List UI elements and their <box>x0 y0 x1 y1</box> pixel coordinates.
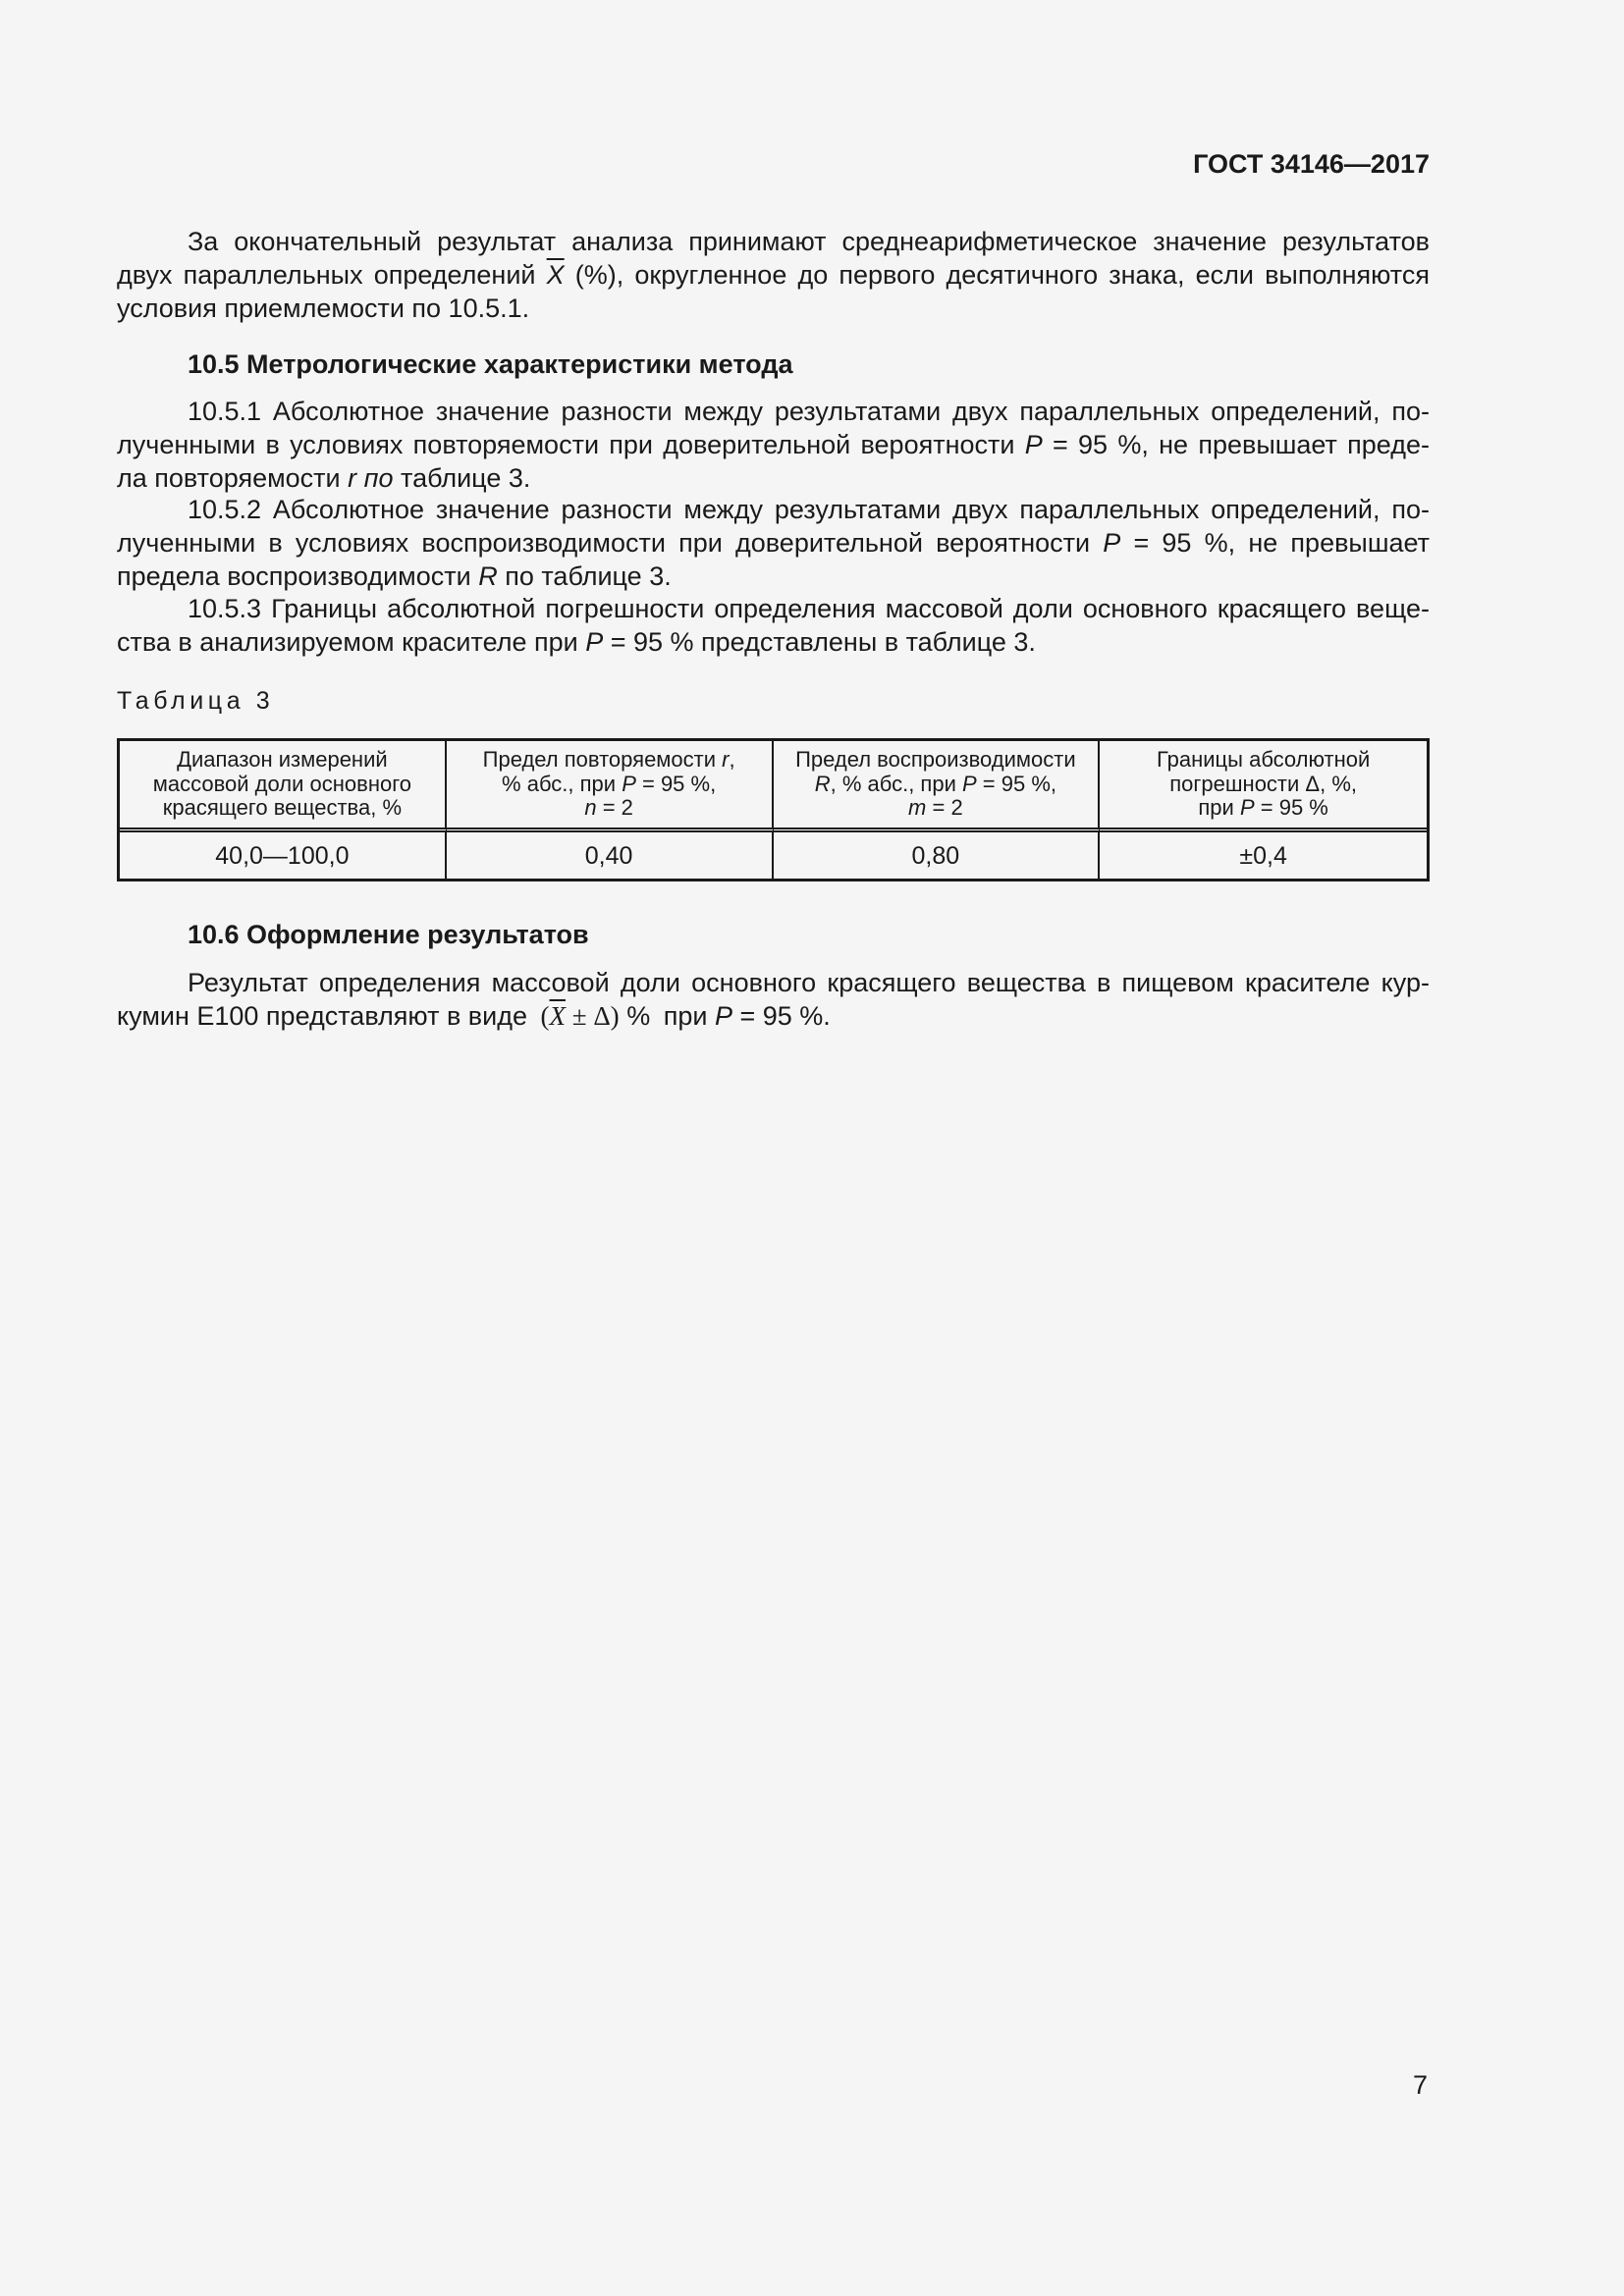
text-run: = 95 %. <box>731 1001 831 1031</box>
text-run: лученными в условиях повторяемости при доверительной вероятности <box>117 430 1025 459</box>
text-run: ла повторяемости <box>117 463 349 493</box>
section-heading-10-6: 10.6 Оформление результатов <box>188 920 589 949</box>
text-run: За окончательный результат анализа принимают среднеарифметическое значение результатов <box>188 227 1430 256</box>
column-header-measurement-range <box>120 741 447 832</box>
text-run: Предел воспроизводимости <box>795 747 1076 773</box>
table-caption: Таблица 3 <box>117 687 275 715</box>
symbol-m: m <box>908 795 927 821</box>
mean-value-symbol: $\overline{X}$ <box>549 1001 566 1031</box>
text-line <box>117 258 1430 292</box>
text-run: таблице 3. <box>393 463 531 493</box>
header-line <box>163 796 402 821</box>
mean-value-symbol: $\overline{X}$ <box>546 260 565 290</box>
formula-plus-minus-delta: ± Δ) <box>566 1001 620 1031</box>
header-line <box>502 773 716 797</box>
section-heading-10-5: 10.5 Метрологические характеристики метода <box>188 349 793 379</box>
header-line <box>483 748 735 773</box>
text-line <box>117 395 1430 428</box>
text-run: лученными в условиях воспроизводимости при доверительной вероятности <box>117 528 1104 558</box>
text-run: = 95 % <box>1254 795 1328 821</box>
document-code: ГОСТ 34146—2017 <box>1193 149 1430 179</box>
text-line <box>117 966 1430 999</box>
column-header-repeatability-limit <box>447 741 774 832</box>
text-run: = 2 <box>926 795 963 821</box>
symbol-r: r <box>722 747 730 773</box>
final-result-paragraph <box>117 225 1430 325</box>
text-run: условия приемлемости по 10.5.1. <box>117 294 530 323</box>
symbol-p: P <box>1239 795 1255 821</box>
text-run: по таблице 3. <box>497 561 672 591</box>
text-run: ства в анализируемом красителе при <box>117 627 586 657</box>
text-line <box>117 292 1430 325</box>
text-run: , <box>729 747 735 773</box>
text-run: , % абс., при <box>830 771 962 796</box>
results-presentation-paragraph <box>117 966 1430 1033</box>
page-number: 7 <box>1412 2070 1428 2100</box>
text-run: % <box>619 1001 651 1031</box>
header-line <box>1157 748 1370 773</box>
symbol-r-capital: R <box>478 561 498 591</box>
formula-open-paren: ( <box>540 1001 550 1031</box>
text-run: = 95 % представлены в таблице 3. <box>603 627 1036 657</box>
symbol-p: P <box>714 1001 732 1031</box>
text-run: = 95 %, <box>976 771 1057 796</box>
symbol-p: P <box>585 627 604 657</box>
symbol-p: P <box>622 771 636 796</box>
symbol-p: P <box>1103 528 1121 558</box>
symbol-r-capital: R <box>814 771 831 796</box>
text-run: 10.5.2 Абсолютное значение разности между результатами двух параллельных определений, по- <box>188 495 1430 524</box>
text-run: массовой доли основного <box>152 771 411 796</box>
text-run: красящего вещества, % <box>162 795 403 821</box>
text-run: = 2 <box>596 795 633 821</box>
symbol-p: P <box>1024 430 1043 459</box>
text-line <box>117 625 1430 659</box>
text-run: = 95 %, не превышает <box>1120 528 1430 558</box>
column-header-error-limits <box>1100 741 1427 832</box>
text-line <box>117 493 1430 526</box>
text-run: 10.5.3 Границы абсолютной погрешности определения массовой доли основного красящего веще- <box>188 594 1430 623</box>
text-run: % абс., при <box>502 771 623 796</box>
text-run: при <box>1198 795 1240 821</box>
text-run: = 95 %, не превышает преде- <box>1042 430 1430 459</box>
text-line <box>117 428 1430 461</box>
text-line <box>117 999 1430 1033</box>
table-cell-repeatability-limit: 0,40 <box>447 832 774 879</box>
text-line <box>117 560 1430 593</box>
text-run: Диапазон измерений <box>177 747 388 773</box>
header-line <box>1198 796 1327 821</box>
header-line <box>177 748 388 773</box>
text-run: 10.5.1 Абсолютное значение разности между результатами двух параллельных определений, по- <box>188 397 1430 426</box>
table-cell-measurement-range: 40,0—100,0 <box>120 832 447 879</box>
table-cell-reproducibility-limit: 0,80 <box>774 832 1101 879</box>
symbol-p: P <box>961 771 977 796</box>
text-line <box>117 592 1430 625</box>
text-line <box>117 225 1430 258</box>
header-line <box>795 748 1076 773</box>
text-run: при <box>656 1001 715 1031</box>
text-run: (%), округленное до первого десятичного знака, если выполняются <box>564 260 1430 290</box>
text-run: предела воспроизводимости <box>117 561 479 591</box>
text-run: = 95 %, <box>635 771 717 796</box>
clause-10-5-1 <box>117 395 1430 495</box>
table-3 <box>117 738 1430 881</box>
text-run: Предел повторяемости <box>482 747 723 773</box>
table-cell-error-limits: ±0,4 <box>1239 841 1287 870</box>
text-run: Результат определения массовой доли основного красящего вещества в пищевом красителе кур- <box>188 968 1430 997</box>
symbol-r: r по <box>348 463 394 493</box>
text-run: кумин Е100 представляют в виде <box>117 1001 535 1031</box>
text-run: Границы абсолютной <box>1156 747 1371 773</box>
clause-10-5-3 <box>117 592 1430 659</box>
header-line <box>153 773 411 797</box>
header-line <box>908 796 963 821</box>
column-header-reproducibility-limit <box>774 741 1101 832</box>
header-line <box>584 796 633 821</box>
symbol-n: n <box>584 795 597 821</box>
header-line <box>815 773 1056 797</box>
text-run: погрешности Δ, %, <box>1169 771 1357 796</box>
text-line <box>117 526 1430 560</box>
clause-10-5-2 <box>117 493 1430 593</box>
header-line <box>1169 773 1357 797</box>
text-run: двух параллельных определений <box>117 260 547 290</box>
text-line <box>117 461 1430 495</box>
